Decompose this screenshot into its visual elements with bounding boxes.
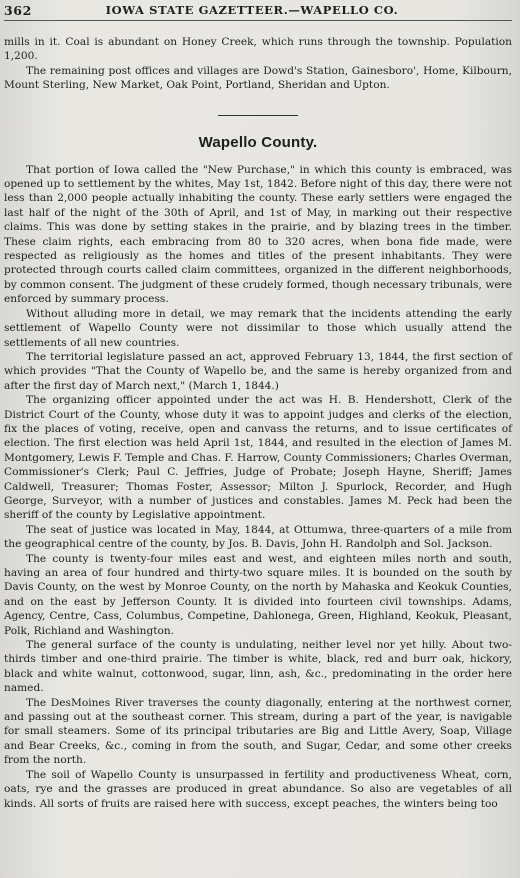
paragraph: The general surface of the county is undulating, neither level nor yet hilly. About two-thirds timber and one-third prairie. The timber is white, black, red and burr oak, hickory, black and white walnut, cottonwood, sugar, linn, ash, &c., predominating in the order here named. (4, 639, 512, 695)
running-title: IOWA STATE GAZETTEER.—WAPELLO CO. (105, 3, 399, 17)
paragraph: That portion of Iowa called the "New Purchase," in which this county is embraced, was opened up to settlement by the whites, May 1st, 1842. Before night of this day, there were not less than 2,000 people actually inhabiting the county. These early settlers were engaged the last half of the night of the 30th of April, and 1st of May, in marking out their respective claims. This was done by setting stakes in the prairie, and by blazing trees in the timber. These claim rights, each embracing from 80 to 320 acres, when bona fide made, were respected as religiously as the homes and titles of the present inhabitants. They were protected through courts called claim committees, organized in the different neighborhoods, by common consent. The judgment of these crudely formed, though necessary tribunals, were enforced by summary process. (4, 163, 512, 306)
section-divider (218, 115, 298, 116)
section-body (4, 163, 512, 811)
previous-section-end (4, 35, 512, 93)
paragraph: The soil of Wapello County is unsurpassed in fertility and productiveness Wheat, corn, oats, rye and the grasses are produced in great abundance. So also are vegetables of all kinds. All sorts of fruits are raised here with success, except peaches, the winters being too (4, 768, 512, 810)
running-head (4, 0, 512, 21)
paragraph: The organizing officer appointed under the act was H. B. Hendershott, Clerk of the District Court of the County, whose duty it was to appoint judges and clerks of the election, fix the places of voting, receive, open and canvass the returns, and to issue certificates of election. The first election was held April 1st, 1844, and resulted in the election of James M. Montgomery, Lewis F. Temple and Chas. F. Harrow, County Commissioners; Charles Overman, Commissioner's Clerk; Paul C. Jeffries, Judge of Probate; Joseph Hayne, Sheriff; James Caldwell, Treasurer; Thomas Foster, Assessor; Milton J. Spurlock, Recorder, and Hugh George, Surveyor, with a number of justices and constables. James M. Peck had been the sheriff of the county by Legislative appointment. (4, 394, 512, 522)
paragraph: The DesMoines River traverses the county diagonally, entering at the northwest corner, and passing out at the southeast corner. This stream, during a part of the year, is navigable for small steamers. Some of its principal tributaries are Big and Little Avery, Soap, Village and Bear Creeks, &c., coming in from the south, and Sugar, Cedar, and some other creeks from the north. (4, 696, 512, 767)
paragraph: Without alluding more in detail, we may remark that the incidents attending the early settlement of Wapello County were not dissimilar to those which usually attend the settlements of all new countries. (4, 307, 512, 349)
section-title: Wapello County. (198, 133, 318, 151)
paragraph-continued: mills in it. Coal is abundant on Honey Creek, which runs through the township. Population 1,200. (4, 36, 512, 63)
paragraph: The territorial legislature passed an act, approved February 13, 1844, the first section of which provides "That the County of Wapello be, and the same is hereby organized from and after the first day of March next," (March 1, 1844.) (4, 350, 512, 392)
paragraph: The seat of justice was located in May, 1844, at Ottumwa, three-quarters of a mile from the geographical centre of the county, by Jos. B. Davis, John H. Randolph and Sol. Jackson. (4, 523, 512, 551)
page-number: 362 (4, 2, 32, 18)
paragraph: The remaining post offices and villages are Dowd's Station, Gainesboro', Home, Kilbourn, Mount Sterling, New Market, Oak Point, Portland, Sheridan and Upton. (4, 64, 512, 92)
paragraph: The county is twenty-four miles east and west, and eighteen miles north and south, having an area of four hundred and thirty-two square miles. It is bounded on the south by Davis County, on the west by Monroe County, on the north by Mahaska and Keokuk Counties, and on the east by Jefferson County. It is divided into fourteen civil townships. Adams, Agency, Centre, Cass, Columbus, Competine, Dahlonega, Green, Highland, Keokuk, Pleasant, Polk, Richland and Washington. (4, 552, 512, 637)
